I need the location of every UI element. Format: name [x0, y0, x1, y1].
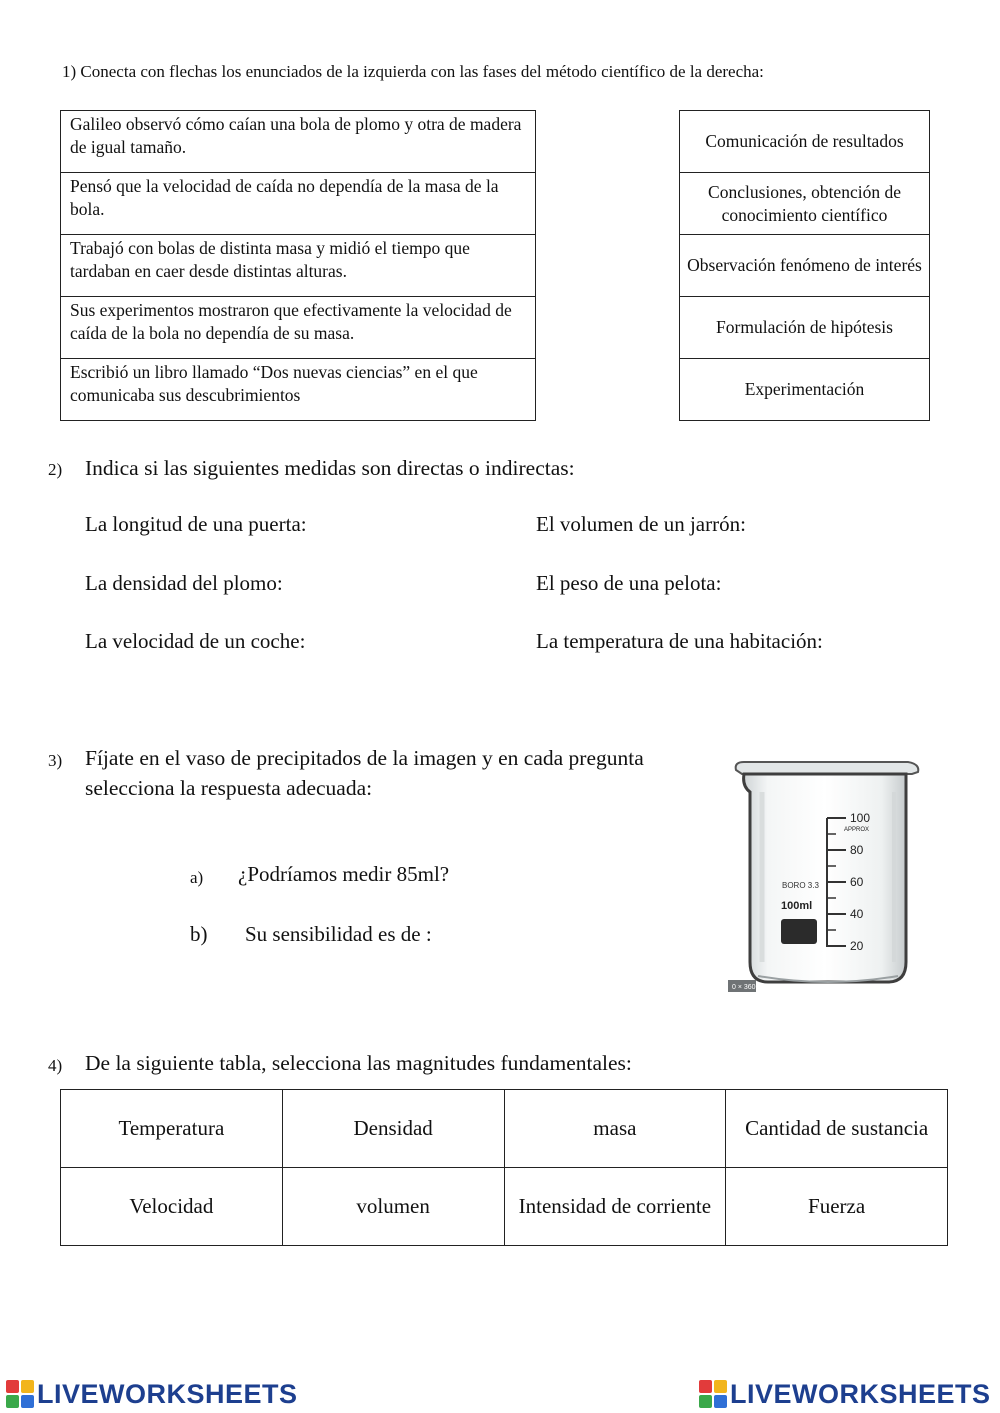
q3a-text: ¿Podríamos medir 85ml?	[238, 862, 450, 886]
beaker-mark-60: 60	[850, 875, 864, 889]
q2-item-vase-volume: El volumen de un jarrón:	[536, 512, 746, 536]
q4-number: 4)	[48, 1056, 63, 1075]
statement-cell[interactable]: Sus experimentos mostraron que efectivamente la velocidad de caída de la bola no dependía de su masa.	[61, 297, 536, 359]
beaker-mark-80: 80	[850, 843, 864, 857]
beaker-mark-20: 20	[850, 939, 864, 953]
beaker-image	[728, 752, 924, 994]
phases-table	[679, 110, 930, 421]
q2-item-car-speed: La velocidad de un coche:	[85, 629, 306, 653]
logo-text: LIVEWORKSHEETS	[37, 1378, 298, 1409]
corner-badge-text: 0 × 360	[732, 984, 756, 991]
statement-cell[interactable]: Trabajó con bolas de distinta masa y midió el tiempo que tardaban en caer desde distintas alturas.	[61, 235, 536, 297]
liveworksheets-logo-left	[6, 1378, 298, 1410]
logo-square-yellow	[714, 1380, 727, 1393]
magnitude-cell[interactable]: volumen	[282, 1168, 504, 1246]
q3-text-line1: Fíjate en el vaso de precipitados de la imagen y en cada pregunta	[85, 746, 644, 770]
q3-number: 3)	[48, 751, 63, 770]
phase-cell[interactable]: Comunicación de resultados	[680, 111, 930, 173]
q2-item-lead-density: La densidad del plomo:	[85, 571, 283, 595]
magnitude-cell[interactable]: Densidad	[282, 1090, 504, 1168]
beaker-label-patch	[781, 919, 817, 944]
q2-item-ball-weight: El peso de una pelota:	[536, 571, 722, 595]
beaker-mark-40: 40	[850, 907, 864, 921]
q1-instruction: 1) Conecta con flechas los enunciados de la izquierda con las fases del método científico de la derecha:	[62, 62, 764, 81]
liveworksheets-logo-icon	[699, 1380, 727, 1408]
logo-square-blue	[21, 1395, 34, 1408]
logo-square-red	[6, 1380, 19, 1393]
q2-item-room-temperature: La temperatura de una habitación:	[536, 629, 823, 653]
beaker-mark-100: 100	[850, 811, 871, 825]
logo-text: LIVEWORKSHEETS	[730, 1378, 991, 1409]
phase-cell[interactable]: Conclusiones, obtención de conocimiento científico	[680, 173, 930, 235]
q2-number: 2)	[48, 460, 63, 479]
beaker-mark-approx: APPROX	[844, 827, 870, 833]
q3-text-line2: selecciona la respuesta adecuada:	[85, 776, 373, 800]
logo-square-yellow	[21, 1380, 34, 1393]
statement-cell[interactable]: Pensó que la velocidad de caída no dependía de la masa de la bola.	[61, 173, 536, 235]
q2-item-door-length: La longitud de una puerta:	[85, 512, 307, 536]
magnitude-cell[interactable]: Cantidad de sustancia	[726, 1090, 948, 1168]
magnitude-cell[interactable]: Fuerza	[726, 1168, 948, 1246]
statement-cell[interactable]: Galileo observó cómo caían una bola de plomo y otra de madera de igual tamaño.	[61, 111, 536, 173]
beaker-brand: BORO 3.3	[782, 881, 819, 890]
beaker-capacity: 100ml	[781, 900, 813, 912]
logo-square-blue	[714, 1395, 727, 1408]
logo-square-green	[699, 1395, 712, 1408]
phase-cell[interactable]: Observación fenómeno de interés	[680, 235, 930, 297]
liveworksheets-logo-icon	[6, 1380, 34, 1408]
liveworksheets-logo-right	[699, 1378, 991, 1410]
logo-square-green	[6, 1395, 19, 1408]
logo-square-red	[699, 1380, 712, 1393]
statements-table	[60, 110, 536, 421]
magnitude-cell[interactable]: Intensidad de corriente	[504, 1168, 726, 1246]
magnitudes-table	[60, 1089, 948, 1246]
phase-cell[interactable]: Formulación de hipótesis	[680, 297, 930, 359]
q3b-text: Su sensibilidad es de :	[245, 922, 432, 946]
q4-text: De la siguiente tabla, selecciona las magnitudes fundamentales:	[85, 1051, 632, 1075]
phase-cell[interactable]: Experimentación	[680, 359, 930, 421]
magnitude-cell[interactable]: Temperatura	[61, 1090, 283, 1168]
q3a-label: a)	[190, 868, 204, 887]
q3b-label: b)	[190, 922, 208, 946]
magnitude-cell[interactable]: masa	[504, 1090, 726, 1168]
statement-cell[interactable]: Escribió un libro llamado “Dos nuevas ciencias” en el que comunicaba sus descubrimientos	[61, 359, 536, 421]
q2-text: Indica si las siguientes medidas son directas o indirectas:	[85, 456, 575, 480]
magnitude-cell[interactable]: Velocidad	[61, 1168, 283, 1246]
